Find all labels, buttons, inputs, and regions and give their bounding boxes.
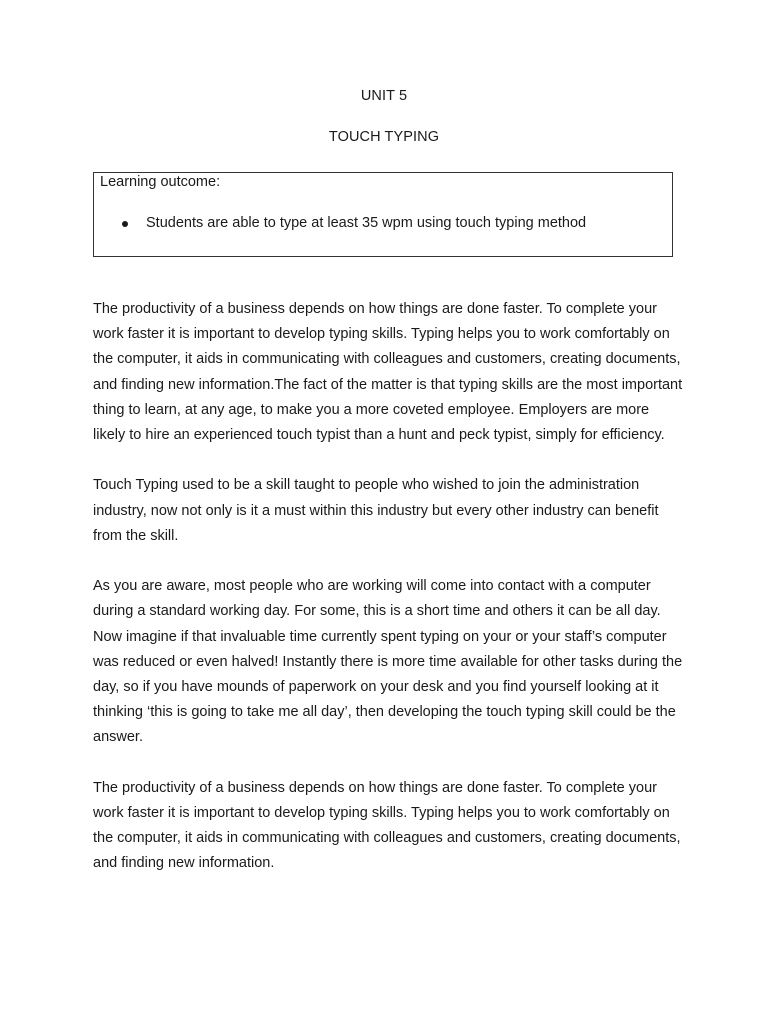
page-title: TOUCH TYPING xyxy=(328,129,440,145)
unit-heading: UNIT 5 xyxy=(360,88,408,104)
learning-outcome-box xyxy=(93,172,673,257)
learning-outcome-label: Learning outcome: xyxy=(100,174,221,190)
paragraph: The productivity of a business depends on how things are done faster. To complete your work faster it is important to develop typing skills. Typing helps you to work comfortably on the computer, it aids in communicating with colleagues and customers, creating documents, and finding new information. xyxy=(93,779,681,872)
bullet-icon xyxy=(122,221,128,227)
learning-outcome-text: Students are able to type at least 35 wpm using touch typing method xyxy=(146,215,587,231)
learning-outcome-item xyxy=(94,215,586,231)
paragraph: As you are aware, most people who are working will come into contact with a computer during a standard working day. For some, this is a short time and others it can be all day. Now imagine if that invaluable time currently spent typing on your or your staff’s computer was reduced or even halved! Instantly there is more time available for other tasks during the day, so if you have mounds of paperwork on your desk and you find yourself looking at it thinking ‘this is going to take me all day’, then developing the touch typing skill could be the answer. xyxy=(93,578,683,746)
learning-outcome-list xyxy=(94,215,586,231)
paragraph: Touch Typing used to be a skill taught to people who wished to join the administration industry, now not only is it a must within this industry but every other industry can benefit from the skill. xyxy=(93,477,659,544)
paragraph: The productivity of a business depends on how things are done faster. To complete your work faster it is important to develop typing skills. Typing helps you to work comfortably on the computer, it aids in communicating with colleagues and customers, creating documents, and finding new information.The fact of the matter is that typing skills are the most important thing to learn, at any age, to make you a more coveted employee. Employers are more likely to hire an experienced touch typist than a hunt and peck typist, simply for efficiency. xyxy=(93,301,683,444)
body-text xyxy=(93,297,683,902)
